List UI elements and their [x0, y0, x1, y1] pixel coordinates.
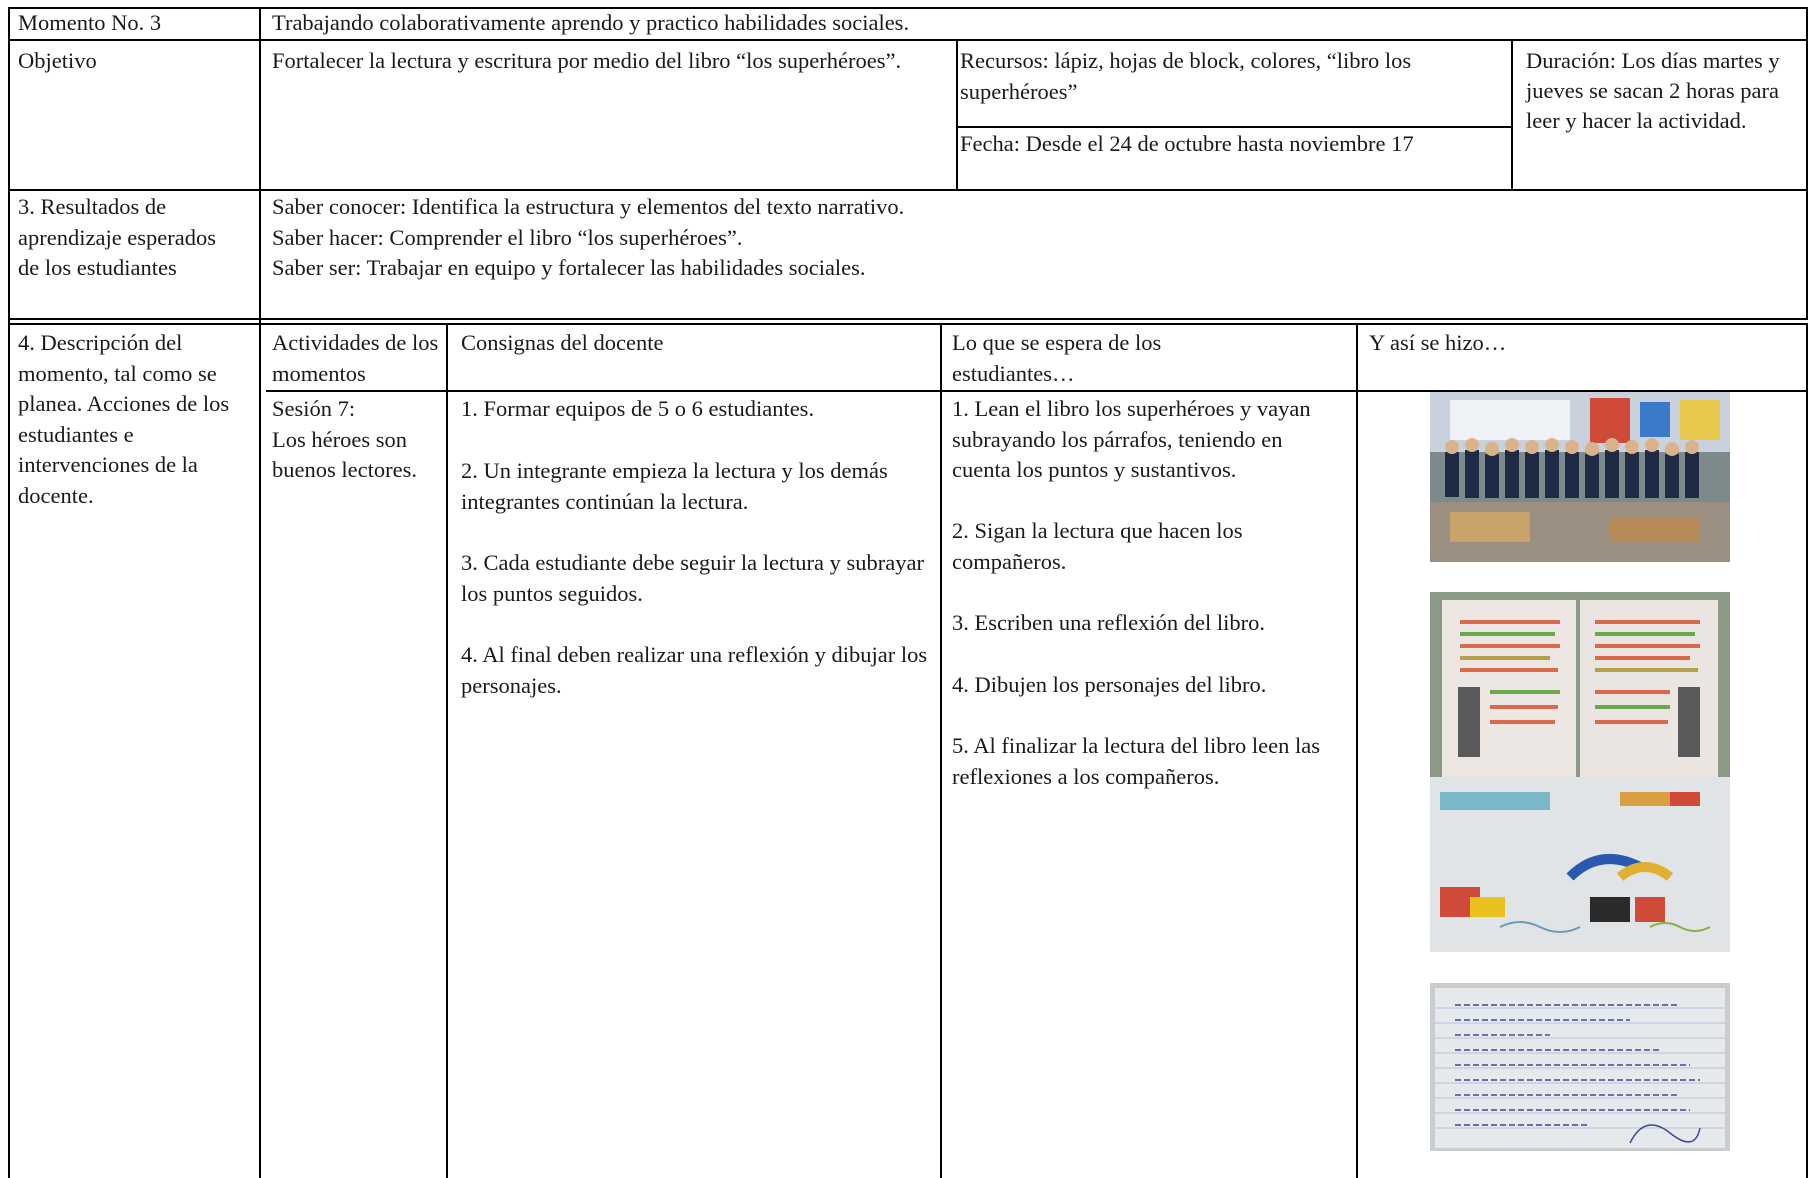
result-line: Saber ser: Trabajar en equipo y fortalecer las habilidades sociales. — [272, 255, 866, 280]
grid-line — [259, 7, 261, 1178]
result-line: Saber hacer: Comprender el libro “los superhéroes”. — [272, 224, 743, 250]
grid-line — [1806, 7, 1808, 318]
teacher-step: 3. Cada estudiante debe seguir la lectura y subrayar los puntos seguidos. — [461, 550, 924, 606]
grid-line — [8, 39, 1808, 41]
objective-text: Fortalecer la lectura y escritura por medio del libro “los superhéroes”. — [272, 48, 902, 73]
results-label: 3. Resultados de aprendizaje esperados de los estudiantes — [18, 194, 217, 280]
teacher-step: 4. Al final deben realizar una reflexión y dibujar los personajes. — [461, 642, 928, 698]
classroom-photo — [1430, 392, 1730, 562]
student-step: 1. Lean el libro los superhéroes y vayan subrayando los párrafos, teniendo en cuenta los puntos y sustantivos. — [952, 396, 1311, 482]
grid-line — [1511, 39, 1513, 189]
result-line: Saber conocer: Identifica la estructura y elementos del texto narrativo. — [272, 194, 905, 219]
grid-line — [446, 323, 448, 1178]
grid-line — [956, 39, 958, 189]
book-underlined-photo — [1430, 592, 1730, 777]
grid-line — [8, 318, 1808, 320]
results-list — [272, 192, 1792, 284]
grid-line — [8, 189, 1808, 191]
session-text: Sesión 7: Los héroes son buenos lectores. — [272, 396, 417, 482]
header-expected: Lo que se espera de los estudiantes… — [952, 330, 1162, 386]
grid-line — [8, 323, 1808, 325]
grid-line — [1806, 323, 1808, 1178]
handwritten-reflection-photo — [1430, 983, 1730, 1151]
moment-title: Trabajando colaborativamente aprendo y practico habilidades sociales. — [272, 10, 910, 35]
header-teacher: Consignas del docente — [461, 330, 664, 355]
drawing-photo — [1430, 777, 1730, 952]
objective-label: Objetivo — [18, 48, 97, 73]
teacher-step: 1. Formar equipos de 5 o 6 estudiantes. — [461, 396, 815, 421]
student-step: 4. Dibujen los personajes del libro. — [952, 672, 1267, 697]
date-text: Fecha: Desde el 24 de octubre hasta noviembre 17 — [960, 131, 1414, 156]
teacher-step: 2. Un integrante empieza la lectura y los demás integrantes continúan la lectura. — [461, 458, 888, 514]
grid-line — [8, 7, 10, 1178]
header-activities: Actividades de los momentos — [272, 330, 439, 386]
moment-label: Momento No. 3 — [18, 10, 162, 35]
student-step: 5. Al finalizar la lectura del libro leen las reflexiones a los compañeros. — [952, 733, 1320, 789]
grid-line — [956, 126, 1511, 128]
grid-line — [1356, 323, 1358, 1178]
resources-text: Recursos: lápiz, hojas de block, colores, “libro los superhéroes” — [960, 48, 1412, 104]
grid-line — [940, 323, 942, 1178]
description-label: 4. Descripción del momento, tal como se planea. Acciones de los estudiantes e intervenciones de la docente. — [18, 330, 230, 508]
duration-text: Duración: Los días martes y jueves se sacan 2 horas para leer y hacer la actividad. — [1526, 48, 1780, 133]
header-done: Y así se hizo… — [1369, 330, 1507, 355]
student-step: 3. Escriben una reflexión del libro. — [952, 610, 1266, 635]
student-step: 2. Sigan la lectura que hacen los compañeros. — [952, 518, 1243, 574]
